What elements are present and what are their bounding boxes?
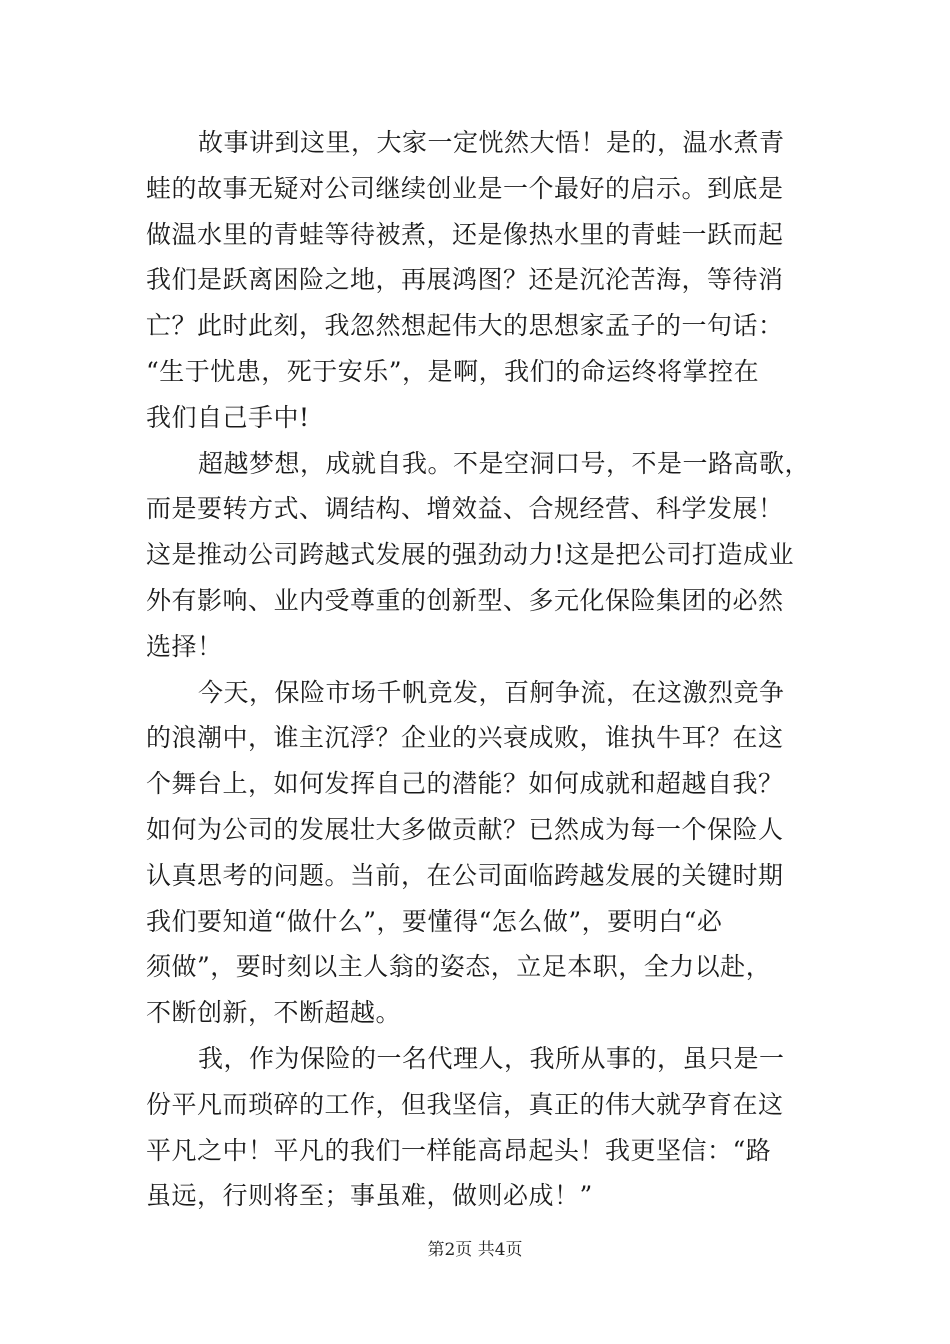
paragraph-line: 外有影响、业内受尊重的创新型、多元化保险集团的必然 [146, 585, 784, 615]
paragraph-line: 今天，保险市场千帆竞发，百舸争流，在这激烈竞争 [198, 677, 785, 707]
paragraph-line: 如何为公司的发展壮大多做贡献？已然成为每一个保险人 [146, 814, 784, 844]
paragraph-line: 份平凡而琐碎的工作，但我坚信，真正的伟大就孕育在这 [146, 1089, 784, 1119]
paragraph-2 [146, 441, 816, 670]
paragraph-line: 虽远，行则将至；事虽难，做则必成！” [146, 1181, 593, 1211]
paragraph-1 [146, 120, 816, 441]
paragraph-line: 认真思考的问题。当前，在公司面临跨越发展的关键时期 [146, 860, 784, 890]
paragraph-line: 超越梦想，成就自我。不是空洞口号，不是一路高歌， [198, 448, 811, 478]
page-footer: 第2页 共4页 [427, 1240, 523, 1260]
paragraph-line: 蛙的故事无疑对公司继续创业是一个最好的启示。到底是 [146, 173, 784, 203]
document-body [146, 120, 816, 1219]
paragraph-line: 选择！ [146, 631, 223, 661]
paragraph-line: 我，作为保险的一名代理人，我所从事的，虽只是一 [198, 1043, 785, 1073]
paragraph-line: 亡？此时此刻，我忽然想起伟大的思想家孟子的一句话： [146, 311, 784, 341]
paragraph-4 [146, 1036, 816, 1219]
paragraph-line: 这是推动公司跨越式发展的强劲动力!这是把公司打造成业 [146, 540, 795, 570]
paragraph-line: “生于忧患，死于安乐”，是啊，我们的命运终将掌控在 [146, 356, 760, 386]
paragraph-line: 我们是跃离困险之地，再展鸿图？还是沉沦苦海，等待消 [146, 265, 784, 295]
paragraph-line: 我们自己手中! [146, 402, 310, 432]
paragraph-3 [146, 670, 816, 1036]
paragraph-line: 须做”，要时刻以主人翁的姿态，立足本职，全力以赴， [146, 952, 772, 982]
paragraph-line: 做温水里的青蛙等待被煮，还是像热水里的青蛙一跃而起 [146, 219, 784, 249]
paragraph-line: 而是要转方式、调结构、增效益、合规经营、科学发展！ [146, 494, 784, 524]
paragraph-line: 我们要知道“做什么”，要懂得“怎么做”，要明白“必 [146, 906, 723, 936]
paragraph-line: 个舞台上，如何发挥自己的潜能？如何成就和超越自我？ [146, 769, 784, 799]
paragraph-line: 不断创新，不断超越。 [146, 998, 402, 1028]
paragraph-line: 故事讲到这里，大家一定恍然大悟！是的，温水煮青 [198, 128, 785, 157]
paragraph-line: 的浪潮中，谁主沉浮？企业的兴衰成败，谁执牛耳？在这 [146, 723, 784, 753]
paragraph-line: 平凡之中！平凡的我们一样能高昂起头！我更坚信：“路 [146, 1135, 772, 1165]
